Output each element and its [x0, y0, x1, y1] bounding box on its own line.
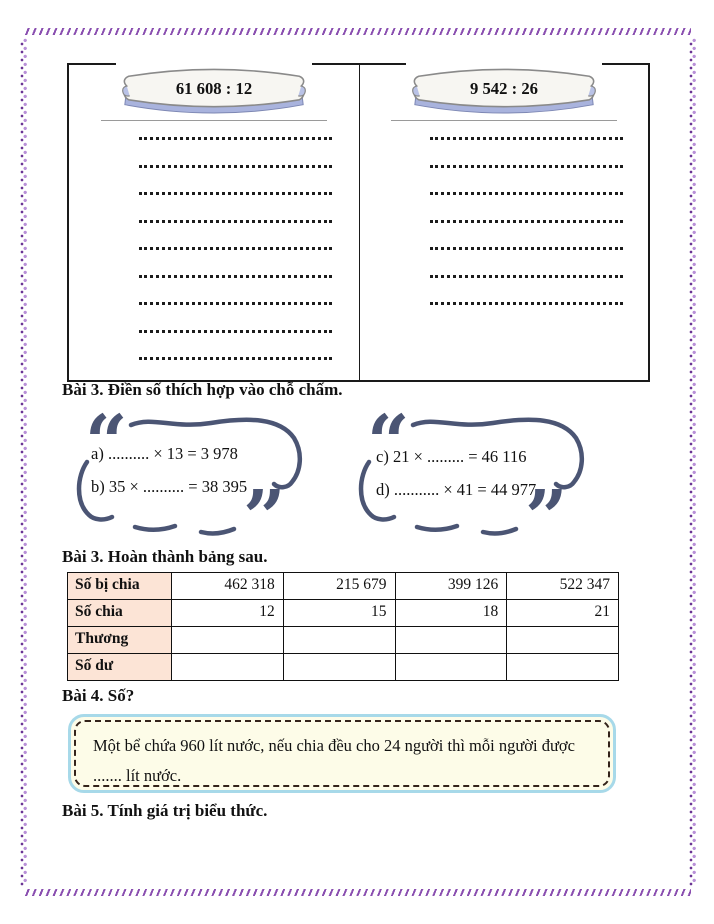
row-header-so-du: Số dư — [68, 654, 172, 681]
ribbon-baseline — [391, 120, 617, 121]
answer-line[interactable] — [139, 165, 332, 168]
decorative-border-bottom — [23, 889, 691, 896]
division-problem-label: 61 608 : 12 — [175, 78, 252, 98]
table-cell: 462 318 — [172, 573, 284, 600]
table-cell: 399 126 — [396, 573, 508, 600]
table-cell: 522 347 — [507, 573, 619, 600]
empty-answer-cell[interactable] — [507, 627, 619, 654]
division-column-1 — [69, 65, 359, 380]
decorative-border-left — [20, 38, 27, 886]
answer-line[interactable] — [430, 165, 623, 168]
row-header-so-chia: Số chia — [68, 600, 172, 627]
answer-line[interactable] — [430, 302, 623, 305]
empty-answer-cell[interactable] — [507, 654, 619, 681]
empty-answer-cell[interactable] — [284, 654, 396, 681]
answer-line[interactable] — [139, 192, 332, 195]
division-results-table — [67, 572, 619, 681]
table-cell: 15 — [284, 600, 396, 627]
answer-lines-left — [139, 137, 332, 360]
empty-answer-cell[interactable] — [284, 627, 396, 654]
division-column-2 — [359, 65, 649, 380]
table-cell: 18 — [396, 600, 508, 627]
empty-answer-cell[interactable] — [172, 627, 284, 654]
speech-bubble-right — [355, 410, 599, 548]
exercise-3-table-heading: Bài 3. Hoàn thành bảng sau. — [62, 547, 268, 566]
division-problem-label: 9 542 : 26 — [469, 78, 538, 98]
ribbon-banner-icon — [406, 59, 602, 121]
open-quote-icon: “ — [85, 410, 128, 486]
open-quote-icon: “ — [367, 410, 410, 486]
word-problem-line-2: ....... lít nước. — [93, 766, 182, 785]
bubble-bottom-dash-2 — [201, 529, 234, 533]
row-header-so-bi-chia: Số bị chia — [68, 573, 172, 600]
answer-line[interactable] — [430, 247, 623, 250]
bubble-bottom-dash-1 — [417, 526, 457, 530]
equation-b: b) 35 × .......... = 38 395 — [91, 477, 248, 496]
table-cell: 21 — [507, 600, 619, 627]
answer-line[interactable] — [430, 192, 623, 195]
equation-d: d) ........... × 41 = 44 977 — [376, 480, 537, 499]
answer-line[interactable] — [139, 275, 332, 278]
empty-answer-cell[interactable] — [172, 654, 284, 681]
answer-line[interactable] — [430, 275, 623, 278]
answer-line[interactable] — [430, 137, 623, 140]
table-cell: 12 — [172, 600, 284, 627]
bubble-bottom-dash-2 — [483, 529, 516, 533]
row-header-thuong: Thương — [68, 627, 172, 654]
bubble-bottom-dash-1 — [135, 526, 175, 530]
table-cell: 215 679 — [284, 573, 396, 600]
answer-line[interactable] — [139, 357, 332, 360]
answer-line[interactable] — [139, 330, 332, 333]
answer-line[interactable] — [139, 302, 332, 305]
answer-lines-right — [430, 137, 623, 305]
word-problem-line-1: Một bể chứa 960 lít nước, nếu chia đều cho 24 người thì mỗi người được — [93, 736, 575, 755]
equation-a: a) .......... × 13 = 3 978 — [91, 444, 238, 463]
exercise-5-heading: Bài 5. Tính giá trị biểu thức. — [62, 801, 268, 820]
answer-line[interactable] — [139, 220, 332, 223]
answer-line[interactable] — [139, 137, 332, 140]
answer-line[interactable] — [139, 247, 332, 250]
close-quote-icon: ” — [525, 475, 568, 548]
equation-c: c) 21 × ......... = 46 116 — [376, 447, 527, 466]
division-practice-table — [67, 63, 650, 382]
empty-answer-cell[interactable] — [396, 654, 508, 681]
close-quote-icon: ” — [243, 475, 286, 548]
exercise-3-fill-heading: Bài 3. Điền số thích hợp vào chỗ chấm. — [62, 380, 343, 399]
ribbon-baseline — [101, 120, 327, 121]
word-problem-box — [68, 714, 616, 793]
decorative-border-top — [23, 28, 691, 35]
exercise-4-heading: Bài 4. Số? — [62, 686, 135, 705]
ribbon-banner-icon — [116, 59, 312, 121]
word-problem-dashed-frame — [74, 720, 610, 787]
empty-answer-cell[interactable] — [396, 627, 508, 654]
decorative-border-right — [689, 38, 696, 886]
answer-line[interactable] — [430, 220, 623, 223]
